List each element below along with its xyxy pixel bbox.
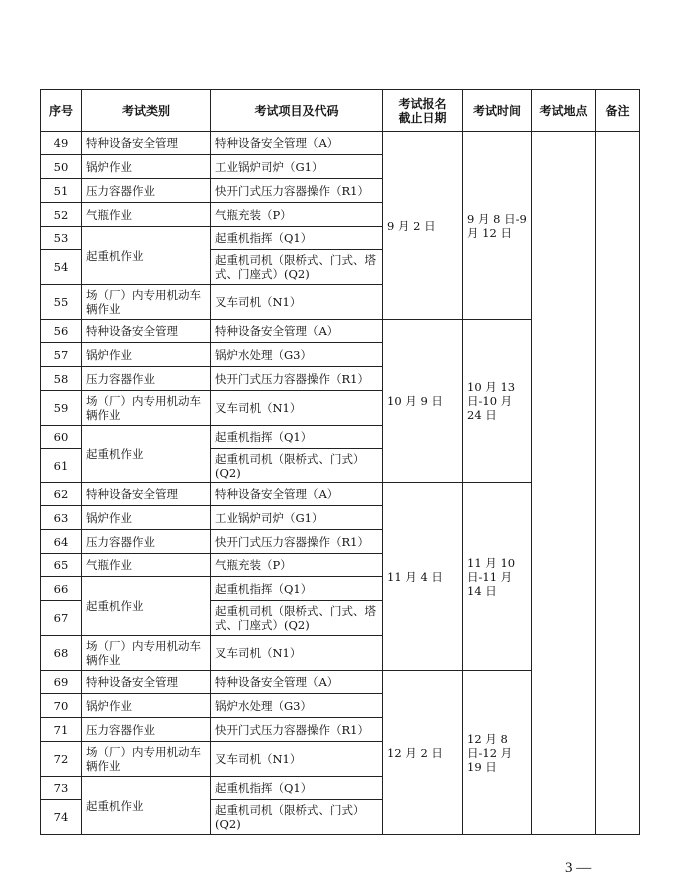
item-cell: 特种设备安全管理（A） bbox=[211, 671, 383, 694]
row-number: 49 bbox=[41, 132, 82, 155]
row-number: 54 bbox=[41, 250, 82, 285]
row-number: 61 bbox=[41, 449, 82, 483]
row-number: 74 bbox=[41, 800, 82, 835]
item-cell: 快开门式压力容器操作（R1） bbox=[211, 367, 383, 391]
item-cell: 快开门式压力容器操作（R1） bbox=[211, 530, 383, 554]
category-cell: 特种设备安全管理 bbox=[82, 320, 211, 343]
header-deadline bbox=[383, 90, 463, 132]
row-number: 68 bbox=[41, 636, 82, 671]
deadline-cell: 9 月 2 日 bbox=[383, 132, 463, 320]
header-category: 考试类别 bbox=[82, 90, 211, 132]
table-row bbox=[41, 132, 640, 155]
row-number: 53 bbox=[41, 227, 82, 250]
row-number: 66 bbox=[41, 577, 82, 601]
row-number: 62 bbox=[41, 483, 82, 506]
header-deadline-line1: 考试报名 bbox=[398, 96, 447, 111]
row-number: 51 bbox=[41, 179, 82, 203]
item-cell: 起重机指挥（Q1） bbox=[211, 577, 383, 601]
row-number: 64 bbox=[41, 530, 82, 554]
item-cell: 特种设备安全管理（A） bbox=[211, 483, 383, 506]
category-cell: 场（厂）内专用机动车辆作业 bbox=[82, 285, 211, 320]
row-number: 59 bbox=[41, 391, 82, 426]
category-cell: 特种设备安全管理 bbox=[82, 132, 211, 155]
item-cell: 叉车司机（N1） bbox=[211, 285, 383, 320]
item-cell: 气瓶充装（P） bbox=[211, 203, 383, 227]
item-cell: 叉车司机（N1） bbox=[211, 391, 383, 426]
category-cell: 起重机作业 bbox=[82, 777, 211, 835]
location-cell bbox=[532, 132, 596, 835]
category-cell: 场（厂）内专用机动车辆作业 bbox=[82, 742, 211, 777]
row-number: 67 bbox=[41, 601, 82, 636]
remarks-cell bbox=[596, 132, 640, 835]
row-number: 56 bbox=[41, 320, 82, 343]
item-cell: 工业锅炉司炉（G1） bbox=[211, 155, 383, 179]
header-deadline-line2: 截止日期 bbox=[398, 110, 447, 125]
category-cell: 压力容器作业 bbox=[82, 367, 211, 391]
row-number: 69 bbox=[41, 671, 82, 694]
item-cell: 快开门式压力容器操作（R1） bbox=[211, 718, 383, 742]
item-cell: 起重机司机（限桥式、门式）(Q2) bbox=[211, 800, 383, 835]
exam-schedule-table bbox=[40, 89, 640, 835]
row-number: 58 bbox=[41, 367, 82, 391]
row-number: 50 bbox=[41, 155, 82, 179]
header-seq: 序号 bbox=[41, 90, 82, 132]
exam-time-cell: 11 月 10 日-11 月 14 日 bbox=[463, 483, 532, 671]
item-cell: 起重机指挥（Q1） bbox=[211, 227, 383, 250]
item-cell: 起重机司机（限桥式、门式、塔式、门座式）(Q2) bbox=[211, 250, 383, 285]
category-cell: 起重机作业 bbox=[82, 577, 211, 636]
deadline-cell: 12 月 2 日 bbox=[383, 671, 463, 835]
row-number: 55 bbox=[41, 285, 82, 320]
item-cell: 快开门式压力容器操作（R1） bbox=[211, 179, 383, 203]
header-item: 考试项目及代码 bbox=[211, 90, 383, 132]
item-cell: 锅炉水处理（G3） bbox=[211, 343, 383, 367]
table-header-row bbox=[41, 90, 640, 132]
row-number: 70 bbox=[41, 694, 82, 718]
item-cell: 工业锅炉司炉（G1） bbox=[211, 506, 383, 530]
category-cell: 气瓶作业 bbox=[82, 554, 211, 577]
item-cell: 起重机司机（限桥式、门式、塔式、门座式）(Q2) bbox=[211, 601, 383, 636]
category-cell: 锅炉作业 bbox=[82, 155, 211, 179]
page-number: 3 — bbox=[565, 860, 592, 876]
header-remarks: 备注 bbox=[596, 90, 640, 132]
category-cell: 锅炉作业 bbox=[82, 506, 211, 530]
item-cell: 起重机司机（限桥式、门式）(Q2) bbox=[211, 449, 383, 483]
category-cell: 特种设备安全管理 bbox=[82, 483, 211, 506]
category-cell: 锅炉作业 bbox=[82, 694, 211, 718]
category-cell: 场（厂）内专用机动车辆作业 bbox=[82, 391, 211, 426]
category-cell: 起重机作业 bbox=[82, 426, 211, 483]
item-cell: 叉车司机（N1） bbox=[211, 636, 383, 671]
category-cell: 压力容器作业 bbox=[82, 179, 211, 203]
row-number: 57 bbox=[41, 343, 82, 367]
row-number: 52 bbox=[41, 203, 82, 227]
exam-time-cell: 12 月 8 日-12 月 19 日 bbox=[463, 671, 532, 835]
header-exam-time: 考试时间 bbox=[463, 90, 532, 132]
header-location: 考试地点 bbox=[532, 90, 596, 132]
category-cell: 压力容器作业 bbox=[82, 530, 211, 554]
row-number: 60 bbox=[41, 426, 82, 449]
category-cell: 起重机作业 bbox=[82, 227, 211, 285]
item-cell: 气瓶充装（P） bbox=[211, 554, 383, 577]
row-number: 65 bbox=[41, 554, 82, 577]
deadline-cell: 11 月 4 日 bbox=[383, 483, 463, 671]
item-cell: 特种设备安全管理（A） bbox=[211, 320, 383, 343]
item-cell: 叉车司机（N1） bbox=[211, 742, 383, 777]
category-cell: 压力容器作业 bbox=[82, 718, 211, 742]
item-cell: 起重机指挥（Q1） bbox=[211, 777, 383, 800]
deadline-cell: 10 月 9 日 bbox=[383, 320, 463, 483]
item-cell: 起重机指挥（Q1） bbox=[211, 426, 383, 449]
row-number: 63 bbox=[41, 506, 82, 530]
item-cell: 特种设备安全管理（A） bbox=[211, 132, 383, 155]
exam-time-cell: 10 月 13 日-10 月 24 日 bbox=[463, 320, 532, 483]
row-number: 71 bbox=[41, 718, 82, 742]
category-cell: 场（厂）内专用机动车辆作业 bbox=[82, 636, 211, 671]
row-number: 72 bbox=[41, 742, 82, 777]
row-number: 73 bbox=[41, 777, 82, 800]
category-cell: 气瓶作业 bbox=[82, 203, 211, 227]
category-cell: 锅炉作业 bbox=[82, 343, 211, 367]
exam-time-cell: 9 月 8 日-9 月 12 日 bbox=[463, 132, 532, 320]
item-cell: 锅炉水处理（G3） bbox=[211, 694, 383, 718]
category-cell: 特种设备安全管理 bbox=[82, 671, 211, 694]
